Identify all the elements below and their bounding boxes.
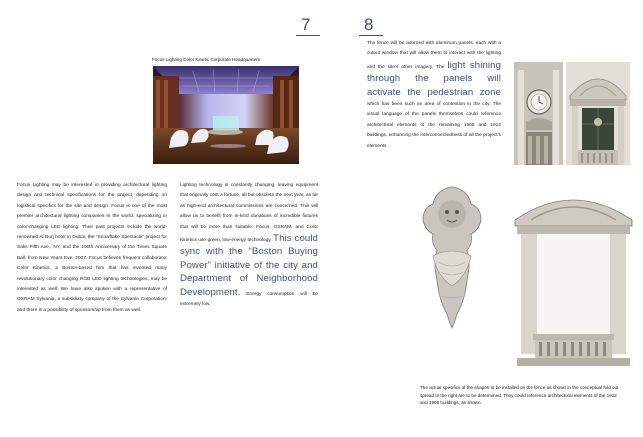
left-column-2-text xyxy=(180,181,318,310)
right-pull-quote: light shining through the panels will activate the pedestrian zone xyxy=(367,59,502,98)
right-page-text xyxy=(367,39,501,152)
arched-window-photo xyxy=(566,62,630,165)
col2-pull-quote: This could sync with the “Boston Buying Power” initiative of the city and Department of Neighborhood Development. xyxy=(180,233,318,298)
lion-ornament-image xyxy=(413,186,491,330)
bottom-caption: The actual specifics of the shapes to be installed on the fence as shown in the conceptual fold out spread to the right are to be determined. They could reference architectural elements of the 1912 and 1905 buildings, as shown. xyxy=(420,385,619,406)
left-page-number: 7 xyxy=(301,15,311,34)
arched-facade-image xyxy=(513,186,634,366)
photo-caption: Focus Lighting Color Kinetic Corporate Headquarters xyxy=(152,57,261,62)
left-page-rule xyxy=(296,35,320,36)
col2-text-before: Lighting technology is constantly changing, leaving equipment that originally cost a fortune, all but obsolete the next year, as far as high-end architectural commissions are concerned. This will allow us to benefit from in-kind donations of incredible fixtures that will be more than suitable. Focus, OSRAM, and Color Kinetics use green, low-energy technology. xyxy=(180,183,318,244)
col2-text-after: Energy consumption will be extremely low. xyxy=(180,291,318,308)
right-page-rule xyxy=(359,35,383,36)
clock-facade-photo xyxy=(514,62,563,165)
right-page-number: 8 xyxy=(364,15,374,34)
left-column-1-text: Focus Lighting may be interested in providing architectural lighting design and technical specifications for the project, depending on logistical specifics for the site and design. Focus is one of the most premier architectural lighting companies in the world, specializing in color-changing LED lighting. Their past projects include the world-renowned Al Burj hotel in Dubai, the “Snowflake Spectacle” project for Saks Fifth Ave., NY, and the 100th Anniversary of the Times Square Ball, from New Years Eve, 2007. Focus believes frequent collaborator Color Kinetics, a Boston-based firm that has invented many revolutionary color changing RGB LED lighting technologies, may be interested as well. We have also spoken with a representative of OSRAM Sylvania, a subsidiary company of the Sylvania Corporation, and there is a possibility of sponsorship from them as well. xyxy=(17,183,167,313)
lighting-office-photo xyxy=(153,66,299,164)
right-text-after: which has been such an area of contention in the city. The visual language of the panels themselves could reference architectural elements of the remaining 1905 and 1912 buildings, enhancing the interconnectedness of all the project’s elements. xyxy=(367,102,501,149)
right-text-before: The fence will be adorned with aluminum panels, each with a cutout window that will allow them to interact with the lighting and the site’s other imagery. The xyxy=(367,41,501,70)
